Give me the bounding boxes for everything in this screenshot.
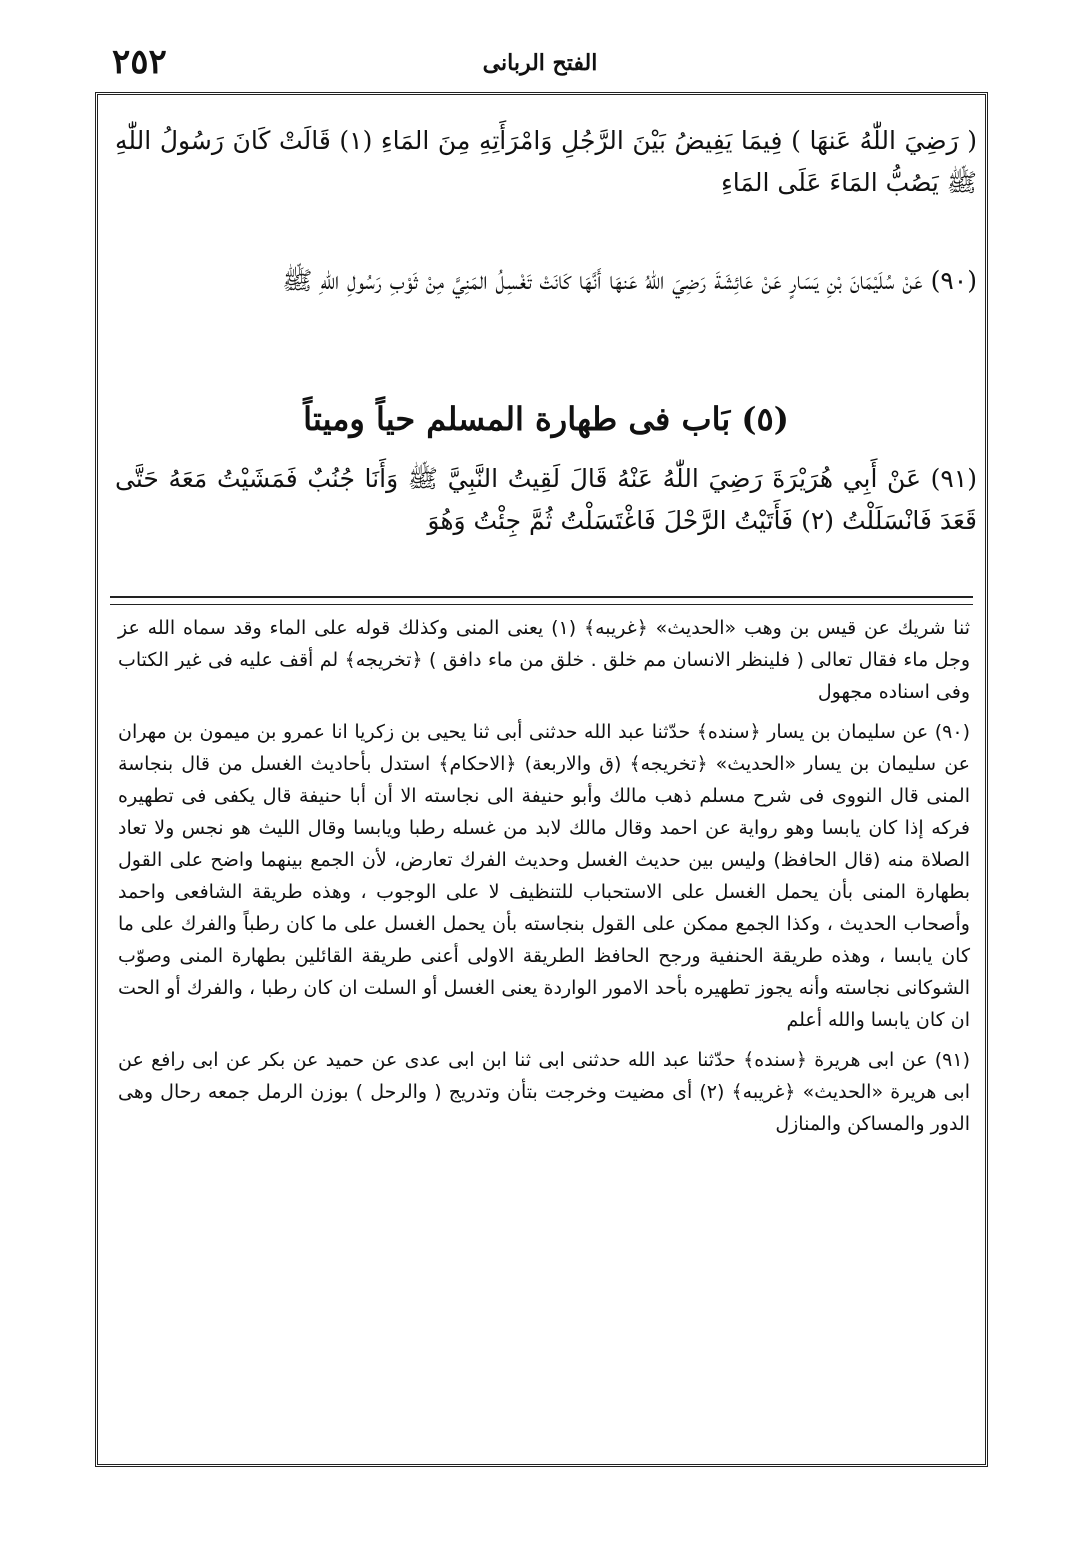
- hadith-91-text: (٩١) عَنْ أَبِي هُرَيْرَةَ رَضِيَ اللّٰهُ عَنْهُ قَالَ لَقِيتُ النَّبِيَّ ﷺ وَأَنَا جُنُبٌ فَمَشَيْتُ مَعَهُ حَتَّى قَعَدَ فَانْسَلَلْتُ (٢) فَأَتَيْتُ الرَّحْلَ فَاغْتَسَلْتُ ثُمَّ جِئْتُ وَهُوَ: [115, 464, 977, 535]
- page-number: ٢٥٢: [112, 42, 167, 82]
- hadith-90-text: (٩٠) عَنْ سُلَيْمَانَ بْنِ يَسَارٍ عَنْ عَائِشَةَ رَضِيَ اللّٰهُ عَنهَا أَنَّهَا كَانَتْ تَغْسِلُ المَنِيَّ مِنْ ثَوْبِ رَسُولِ اللّٰهِ ﷺ: [282, 266, 977, 295]
- commentary: [118, 612, 970, 1140]
- page-header: [100, 42, 980, 92]
- commentary-paragraph-3: (٩١) عن ابى هريرة ﴿سنده﴾ حدّثنا عبد الله حدثنى ابى ثنا ابن ابى عدى عن حميد عن بكر عن ابى رافع عن ابى هريرة «الحديث» ﴿غريبه﴾ (٢) أى مضيت وخرجت بتأن وتدريج ( والرحل ) بوزن الرمل جمعه رحال وهى الدور والمساكن والمنازل: [118, 1049, 970, 1135]
- hadith-89-text: ( رَضِيَ اللّٰهُ عَنهَا ) فِيمَا يَفِيضُ بَيْنَ الرَّجُلِ وَامْرَأَتِهِ مِنَ المَاءِ (١) قَالَتْ كَانَ رَسُولُ اللّٰهِ ﷺ يَصُبُّ المَاءَ عَلَى المَاءِ: [115, 126, 977, 197]
- hadith-89-tail: [115, 120, 977, 204]
- hadith-91: [115, 458, 977, 542]
- hadith-90: [115, 260, 977, 302]
- running-title: الفتح الربانى: [482, 50, 598, 76]
- commentary-paragraph-1: ثنا شريك عن قيس بن وهب «الحديث» ﴿غريبه﴾ (١) يعنى المنى وكذلك قوله على الماء وقد سماه الله عز وجل ماء فقال تعالى ( فلينظر الانسان مم خلق . خلق من ماء دافق ) ﴿تخريجه﴾ لم أقف عليه فى غير الكتاب وفى اسناده مجهول: [118, 617, 970, 703]
- section-divider: [110, 596, 973, 605]
- chapter-heading: (٥) بَاب فى طهارة المسلم حياً وميتاً: [303, 400, 789, 438]
- commentary-paragraph-2: (٩٠) عن سليمان بن يسار ﴿سنده﴾ حدّثنا عبد الله حدثنى أبى ثنا يحيى بن زكريا انا عمرو بن ميمون بن مهران عن سليمان بن يسار «الحديث» ﴿تخريجه﴾ (ق والاربعة) ﴿الاحكام﴾ استدل بأحاديث الغسل من قال بنجاسة المنى قال النووى فى شرح مسلم ذهب مالك وأبو حنيفة الى نجاسته الا أن أبا حنيفة قال يكفى فى تطهيره فركه إذا كان يابسا وهو رواية عن احمد وقال مالك لابد من غسله رطبا ويابسا وقال الليث هو نجس ولا تعاد الصلاة منه (قال الحافظ) وليس بين حديث الغسل وحديث الفرك تعارض، لأن الجمع بينهما واضح على القول بطهارة المنى بأن يحمل الغسل على الاستحباب للتنظيف لا على الوجوب ، وهذه طريقة الشافعى واحمد وأصحاب الحديث ، وكذا الجمع ممكن على القول بنجاسته بأن يحمل الغسل على ما كان رطباً والفرك على ما كان يابسا ، وهذه طريقة الحنفية ورجح الحافظ الطريقة الاولى أعنى طريقة القائلين بطهارة المنى وصوّب الشوكانى نجاسته وأنه يجوز تطهيره بأحد الامور الواردة يعنى الغسل أو السلت ان كان رطبا ، والفرك أو الحت ان كان يابسا والله أعلم: [118, 721, 970, 1031]
